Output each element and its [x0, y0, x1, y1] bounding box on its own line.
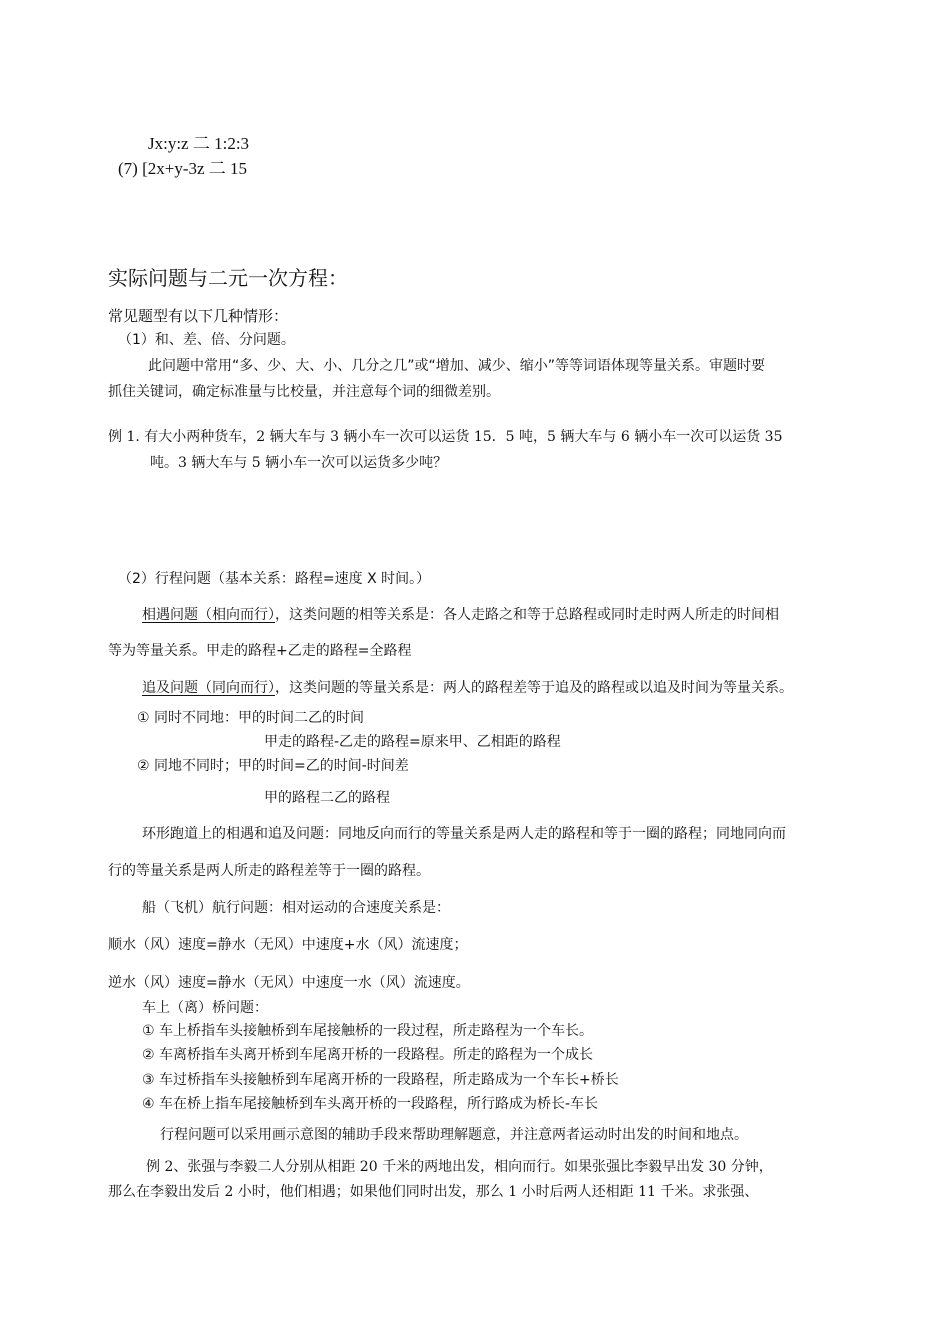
bridge-title: 车上（离）桥问题： [142, 1000, 268, 1016]
bridge-item-3: ③ 车过桥指车头接触桥到车尾离开桥的一段路程，所走路成为一个车长+桥长 [142, 1072, 619, 1088]
chase-case2-b: 甲的路程二乙的路程 [264, 790, 390, 806]
boat-upstream: 逆水（风）速度=静水（无风）中速度一水（风）流速度。 [108, 975, 470, 991]
intro-text: 常见题型有以下几种情形： [108, 307, 289, 325]
part1-desc-line2: 抓住关键词，确定标准量与比校量，并注意每个词的细微差别。 [108, 384, 500, 400]
equation-line-1: Jx:y:z 二 1:2:3 [148, 134, 250, 153]
example1-line1: 例 1. 有大小两种货车，2 辆大车与 3 辆小车一次可以运货 15．5 吨，5 辆大车与 6 辆小车一次可以运货 35 [108, 429, 783, 445]
chase-case1-b: 甲走的路程-乙走的路程=原来甲、乙相距的路程 [264, 734, 561, 750]
section-title: 实际问题与二元一次方程： [108, 266, 348, 290]
example2-line1: 例 2、张强与李毅二人分别从相距 20 千米的两地出发，相向而行。如果张强比李毅早出发 30 分钟， [146, 1159, 773, 1175]
bridge-item-1: ① 车上桥指车头接触桥到车尾接触桥的一段过程，所走路程为一个车长。 [142, 1023, 593, 1039]
part2-heading: （2）行程问题（基本关系：路程=速度 X 时间。） [118, 571, 431, 587]
ring-line2: 行的等量关系是两人所走的路程差等于一圈的路程。 [108, 863, 430, 879]
meet-rest: ，这类问题的相等关系是：各人走路之和等于总路程或同时走时两人所走的时间相 [275, 607, 779, 623]
meet-paragraph [142, 607, 779, 624]
chase-case1: ① 同时不同地：甲的时间二乙的时间 [137, 710, 365, 726]
meet-title: 相遇问题（相向而行） [142, 607, 275, 623]
chase-title: 追及问题（同向而行） [142, 680, 275, 696]
chase-rest: ，这类问题的等量关系是：两人的路程差等于追及的路程或以追及时间为等量关系。 [275, 680, 793, 696]
bridge-item-4: ④ 车在桥上指车尾接触桥到车头离开桥的一段路程，所行路成为桥长-车长 [142, 1096, 599, 1112]
boat-title: 船（飞机）航行问题：相对运动的合速度关系是： [142, 900, 450, 916]
example1-line2: 吨。3 辆大车与 5 辆小车一次可以运货多少吨？ [150, 455, 448, 471]
boat-downstream: 顺水（风）速度=静水（无风）中速度+水（风）流速度； [108, 937, 468, 953]
ring-line1: 环形跑道上的相遇和追及问题：同地反向而行的等量关系是两人走的路程和等于一圈的路程；同地同向而 [142, 826, 786, 842]
chase-paragraph [142, 680, 793, 697]
bridge-item-2: ② 车离桥指车头离开桥到车尾离开桥的一段路程。所走的路程为一个成长 [142, 1047, 593, 1063]
example2-line2: 那么在李毅出发后 2 小时，他们相遇；如果他们同时出发，那么 1 小时后两人还相距 11 千米。求张强、 [108, 1184, 759, 1200]
meet-line2: 等为等量关系。甲走的路程+乙走的路程=全路程 [108, 643, 412, 659]
chase-case2: ② 同地不同时；甲的时间=乙的时间-时间差 [137, 758, 409, 774]
part1-desc-line1: 此问题中常用“多、少、大、小、几分之几”或“增加、减少、缩小”等等词语体现等量关系。审题时要 [148, 358, 766, 374]
travel-tip: 行程问题可以采用画示意图的辅助手段来帮助理解题意，并注意两者运动时出发的时间和地点。 [160, 1127, 748, 1143]
equation-line-2: (7) [2x+y-3z 二 15 [118, 159, 248, 178]
part1-heading: （1）和、差、倍、分问题。 [118, 332, 295, 348]
